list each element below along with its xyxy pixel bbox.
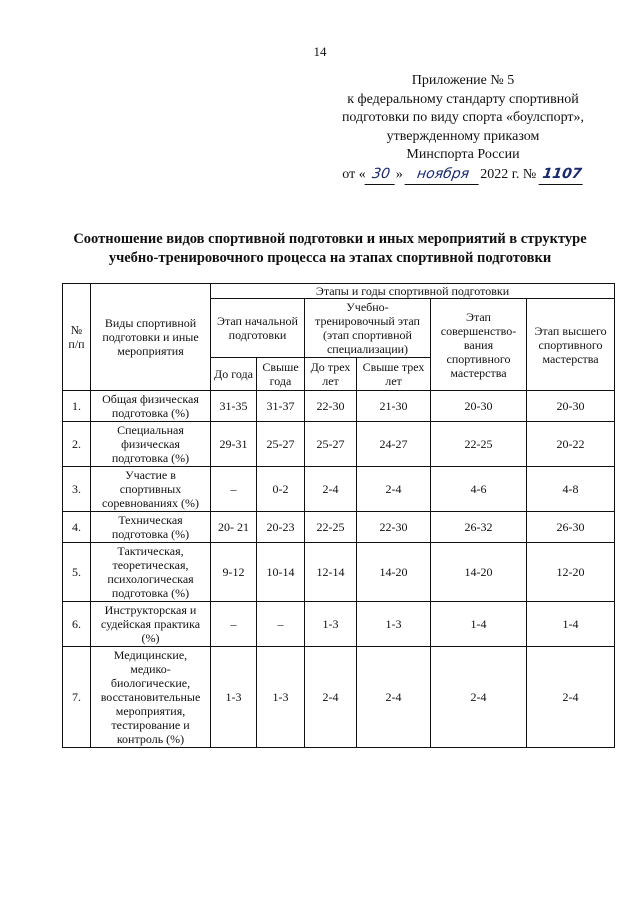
cell-over-three: 14-20 xyxy=(357,543,431,602)
cell-over-three: 2-4 xyxy=(357,467,431,512)
table-row xyxy=(63,467,615,512)
training-ratio-table xyxy=(62,283,615,748)
header-over-year: Свыше года xyxy=(257,358,305,391)
document-title xyxy=(50,230,610,268)
cell-higher: 4-8 xyxy=(527,467,615,512)
cell-over-year: – xyxy=(257,602,305,647)
cell-higher: 12-20 xyxy=(527,543,615,602)
cell-over-year: 20-23 xyxy=(257,512,305,543)
table-row xyxy=(63,647,615,748)
cell-improvement: 20-30 xyxy=(431,391,527,422)
cell-over-three: 2-4 xyxy=(357,647,431,748)
handwritten-month: ноября xyxy=(405,165,482,185)
appendix-line: подготовки по виду спорта «боулспорт», xyxy=(341,110,585,125)
cell-up-to-three: 2-4 xyxy=(305,647,357,748)
row-num: 4. xyxy=(63,512,91,543)
cell-up-to-year: 29-31 xyxy=(211,422,257,467)
cell-up-to-year: – xyxy=(211,602,257,647)
cell-up-to-three: 1-3 xyxy=(305,602,357,647)
cell-over-year: 10-14 xyxy=(257,543,305,602)
cell-higher: 26-30 xyxy=(527,512,615,543)
handwritten-order-number: 1107 xyxy=(538,165,585,185)
cell-improvement: 26-32 xyxy=(431,512,527,543)
cell-higher: 20-30 xyxy=(527,391,615,422)
row-name: Специальная физическая подготовка (%) xyxy=(91,422,211,467)
header-training-stage: Учебно-тренировочный этап (этап спортивной специализации) xyxy=(305,299,431,358)
title-line: Соотношение видов спортивной подготовки и иных мероприятий в структуре xyxy=(73,231,587,247)
cell-up-to-three: 25-27 xyxy=(305,422,357,467)
cell-over-year: 1-3 xyxy=(257,647,305,748)
cell-over-year: 31-37 xyxy=(257,391,305,422)
header-over-three: Свыше трех лет xyxy=(357,358,431,391)
row-num: 3. xyxy=(63,467,91,512)
row-name: Инструкторская и судейская практика (%) xyxy=(91,602,211,647)
appendix-line: Приложение № 5 xyxy=(411,73,515,88)
page-number: 14 xyxy=(313,44,327,59)
cell-up-to-year: – xyxy=(211,467,257,512)
row-name: Участие в спортивных соревнованиях (%) xyxy=(91,467,211,512)
table-row xyxy=(63,391,615,422)
cell-up-to-three: 22-25 xyxy=(305,512,357,543)
cell-higher: 2-4 xyxy=(527,647,615,748)
cell-higher: 1-4 xyxy=(527,602,615,647)
row-name: Техническая подготовка (%) xyxy=(91,512,211,543)
appendix-line: к федеральному стандарту спортивной xyxy=(347,91,579,107)
row-name: Тактическая, теоретическая, психологическая подготовка (%) xyxy=(91,543,211,602)
row-name: Общая физическая подготовка (%) xyxy=(91,391,211,422)
header-higher-stage: Этап высшего спортивного мастерства xyxy=(527,299,615,391)
header-kind: Виды спортивной подготовки и иные мероприятия xyxy=(91,284,211,391)
header-up-to-year: До года xyxy=(211,358,257,391)
header-up-to-three: До трех лет xyxy=(305,358,357,391)
cell-improvement: 22-25 xyxy=(431,422,527,467)
cell-up-to-year: 20- 21 xyxy=(211,512,257,543)
cell-over-three: 21-30 xyxy=(357,391,431,422)
appendix-header xyxy=(318,72,608,184)
cell-improvement: 1-4 xyxy=(431,602,527,647)
header-stages-group: Этапы и годы спортивной подготовки xyxy=(211,284,615,299)
cell-over-year: 0-2 xyxy=(257,467,305,512)
cell-up-to-year: 31-35 xyxy=(211,391,257,422)
quote-close: » xyxy=(395,166,403,182)
cell-over-three: 24-27 xyxy=(357,422,431,467)
row-num: 6. xyxy=(63,602,91,647)
header-num: № п/п xyxy=(63,284,91,391)
cell-improvement: 14-20 xyxy=(431,543,527,602)
table-row xyxy=(63,422,615,467)
cell-over-year: 25-27 xyxy=(257,422,305,467)
year-suffix: 2022 г. № xyxy=(480,166,537,182)
cell-up-to-three: 22-30 xyxy=(305,391,357,422)
table-row xyxy=(63,512,615,543)
appendix-line: Минспорта России xyxy=(406,147,520,162)
from-prefix: от « xyxy=(342,166,366,182)
cell-higher: 20-22 xyxy=(527,422,615,467)
row-num: 7. xyxy=(63,647,91,748)
cell-up-to-year: 1-3 xyxy=(211,647,257,748)
appendix-line: утвержденному приказом xyxy=(386,128,540,144)
cell-improvement: 2-4 xyxy=(431,647,527,748)
handwritten-day: 30 xyxy=(364,165,397,185)
order-date-line xyxy=(318,165,608,185)
header-initial-stage: Этап начальной подготовки xyxy=(211,299,305,358)
header-improvement-stage: Этап совершенство-вания спортивного мастерства xyxy=(431,299,527,391)
table-row xyxy=(63,602,615,647)
header-row xyxy=(63,284,615,299)
cell-up-to-three: 2-4 xyxy=(305,467,357,512)
cell-up-to-year: 9-12 xyxy=(211,543,257,602)
cell-improvement: 4-6 xyxy=(431,467,527,512)
title-line: учебно-тренировочного процесса на этапах спортивной подготовки xyxy=(108,250,552,266)
row-num: 1. xyxy=(63,391,91,422)
row-num: 5. xyxy=(63,543,91,602)
cell-over-three: 22-30 xyxy=(357,512,431,543)
row-name: Медицинские, медико-биологические, восстановительные мероприятия, тестирование и контроль (%) xyxy=(91,647,211,748)
row-num: 2. xyxy=(63,422,91,467)
table-row xyxy=(63,543,615,602)
cell-up-to-three: 12-14 xyxy=(305,543,357,602)
cell-over-three: 1-3 xyxy=(357,602,431,647)
